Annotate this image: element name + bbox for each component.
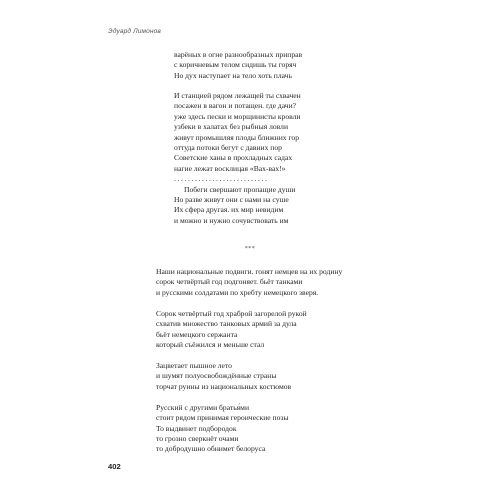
poem-stanza-2 — [174, 91, 394, 226]
poem-line: Но дух наступает на тело хоть плачь — [174, 70, 292, 80]
poem-part-2 — [156, 267, 406, 455]
poem-line: уже здесь пески и морщинисты кровли — [174, 111, 301, 121]
poem-line: схватив множество танковых армий за дула — [156, 319, 297, 329]
poem-line: И станцией рядом лежащей ты схвачен — [174, 91, 301, 100]
poem-line: торчат руины из национальных костюмов — [156, 381, 292, 391]
poem-line: бьёт немецкого сержанта — [156, 329, 238, 339]
poem-line: Наши национальные подвиги. гонят немцев на их родину — [156, 267, 343, 276]
poem-line: узбеки в халатах без рыбныя ловли — [174, 122, 289, 132]
poem-line: варёных в огне разнообразных приправ — [174, 50, 303, 59]
poem-line: и можно и нужно сочувствовать им — [174, 215, 289, 225]
poem-line: нагие лежат восклицая «Вах-вах!» — [174, 163, 286, 173]
poem-line: Русский с другими братья́ми — [156, 402, 250, 412]
poem-line: Советские ханы в прохладных садах — [174, 153, 293, 163]
ellipsis-divider: ........................... — [174, 174, 269, 184]
poem-line: Сорок четвёртый год храброй загорелой рукой — [156, 308, 307, 318]
poem-line: стоит рядом принимая героические позы — [156, 413, 289, 423]
section-separator: *** — [244, 246, 256, 252]
poem-line: Побеги свершают пропащие души — [184, 184, 296, 194]
poem-line: Зацветает пышное лето — [156, 361, 232, 371]
poem-line: Их сфера другая. их мир невидим — [174, 205, 284, 215]
poem-line: То выдвинет подбородок — [156, 423, 237, 433]
poem-line: и русскими солдатами по хребту немецкого зверя. — [156, 287, 319, 297]
poem-line: живут промышляя плоды ближних гор — [174, 132, 300, 142]
poem-line: и шумят полуосвобождённые страны — [156, 371, 277, 381]
poem-line: оттуда потоки бегут с давних пор — [174, 143, 282, 153]
page-number: 402 — [108, 462, 121, 471]
poem-line: то добродушно обнимет белоруса — [156, 444, 266, 454]
poem-line: Но разве живут они с нами на суше — [174, 195, 289, 205]
poem-line: посажен в вагон и потащен. где дачи? — [174, 101, 297, 111]
poem-line: с коричневым телом сидишь ты горяч — [174, 60, 297, 70]
poem-line: сорок четвёртый год подгоняет. бьёт танками — [156, 277, 303, 287]
poem-stanza-1 — [174, 50, 394, 81]
running-head: Эдуард Лимонов — [108, 28, 161, 35]
poem-line: который съёжился и меньше стал — [156, 340, 265, 350]
poem-line: то грозно сверкнёт очами — [156, 434, 239, 444]
